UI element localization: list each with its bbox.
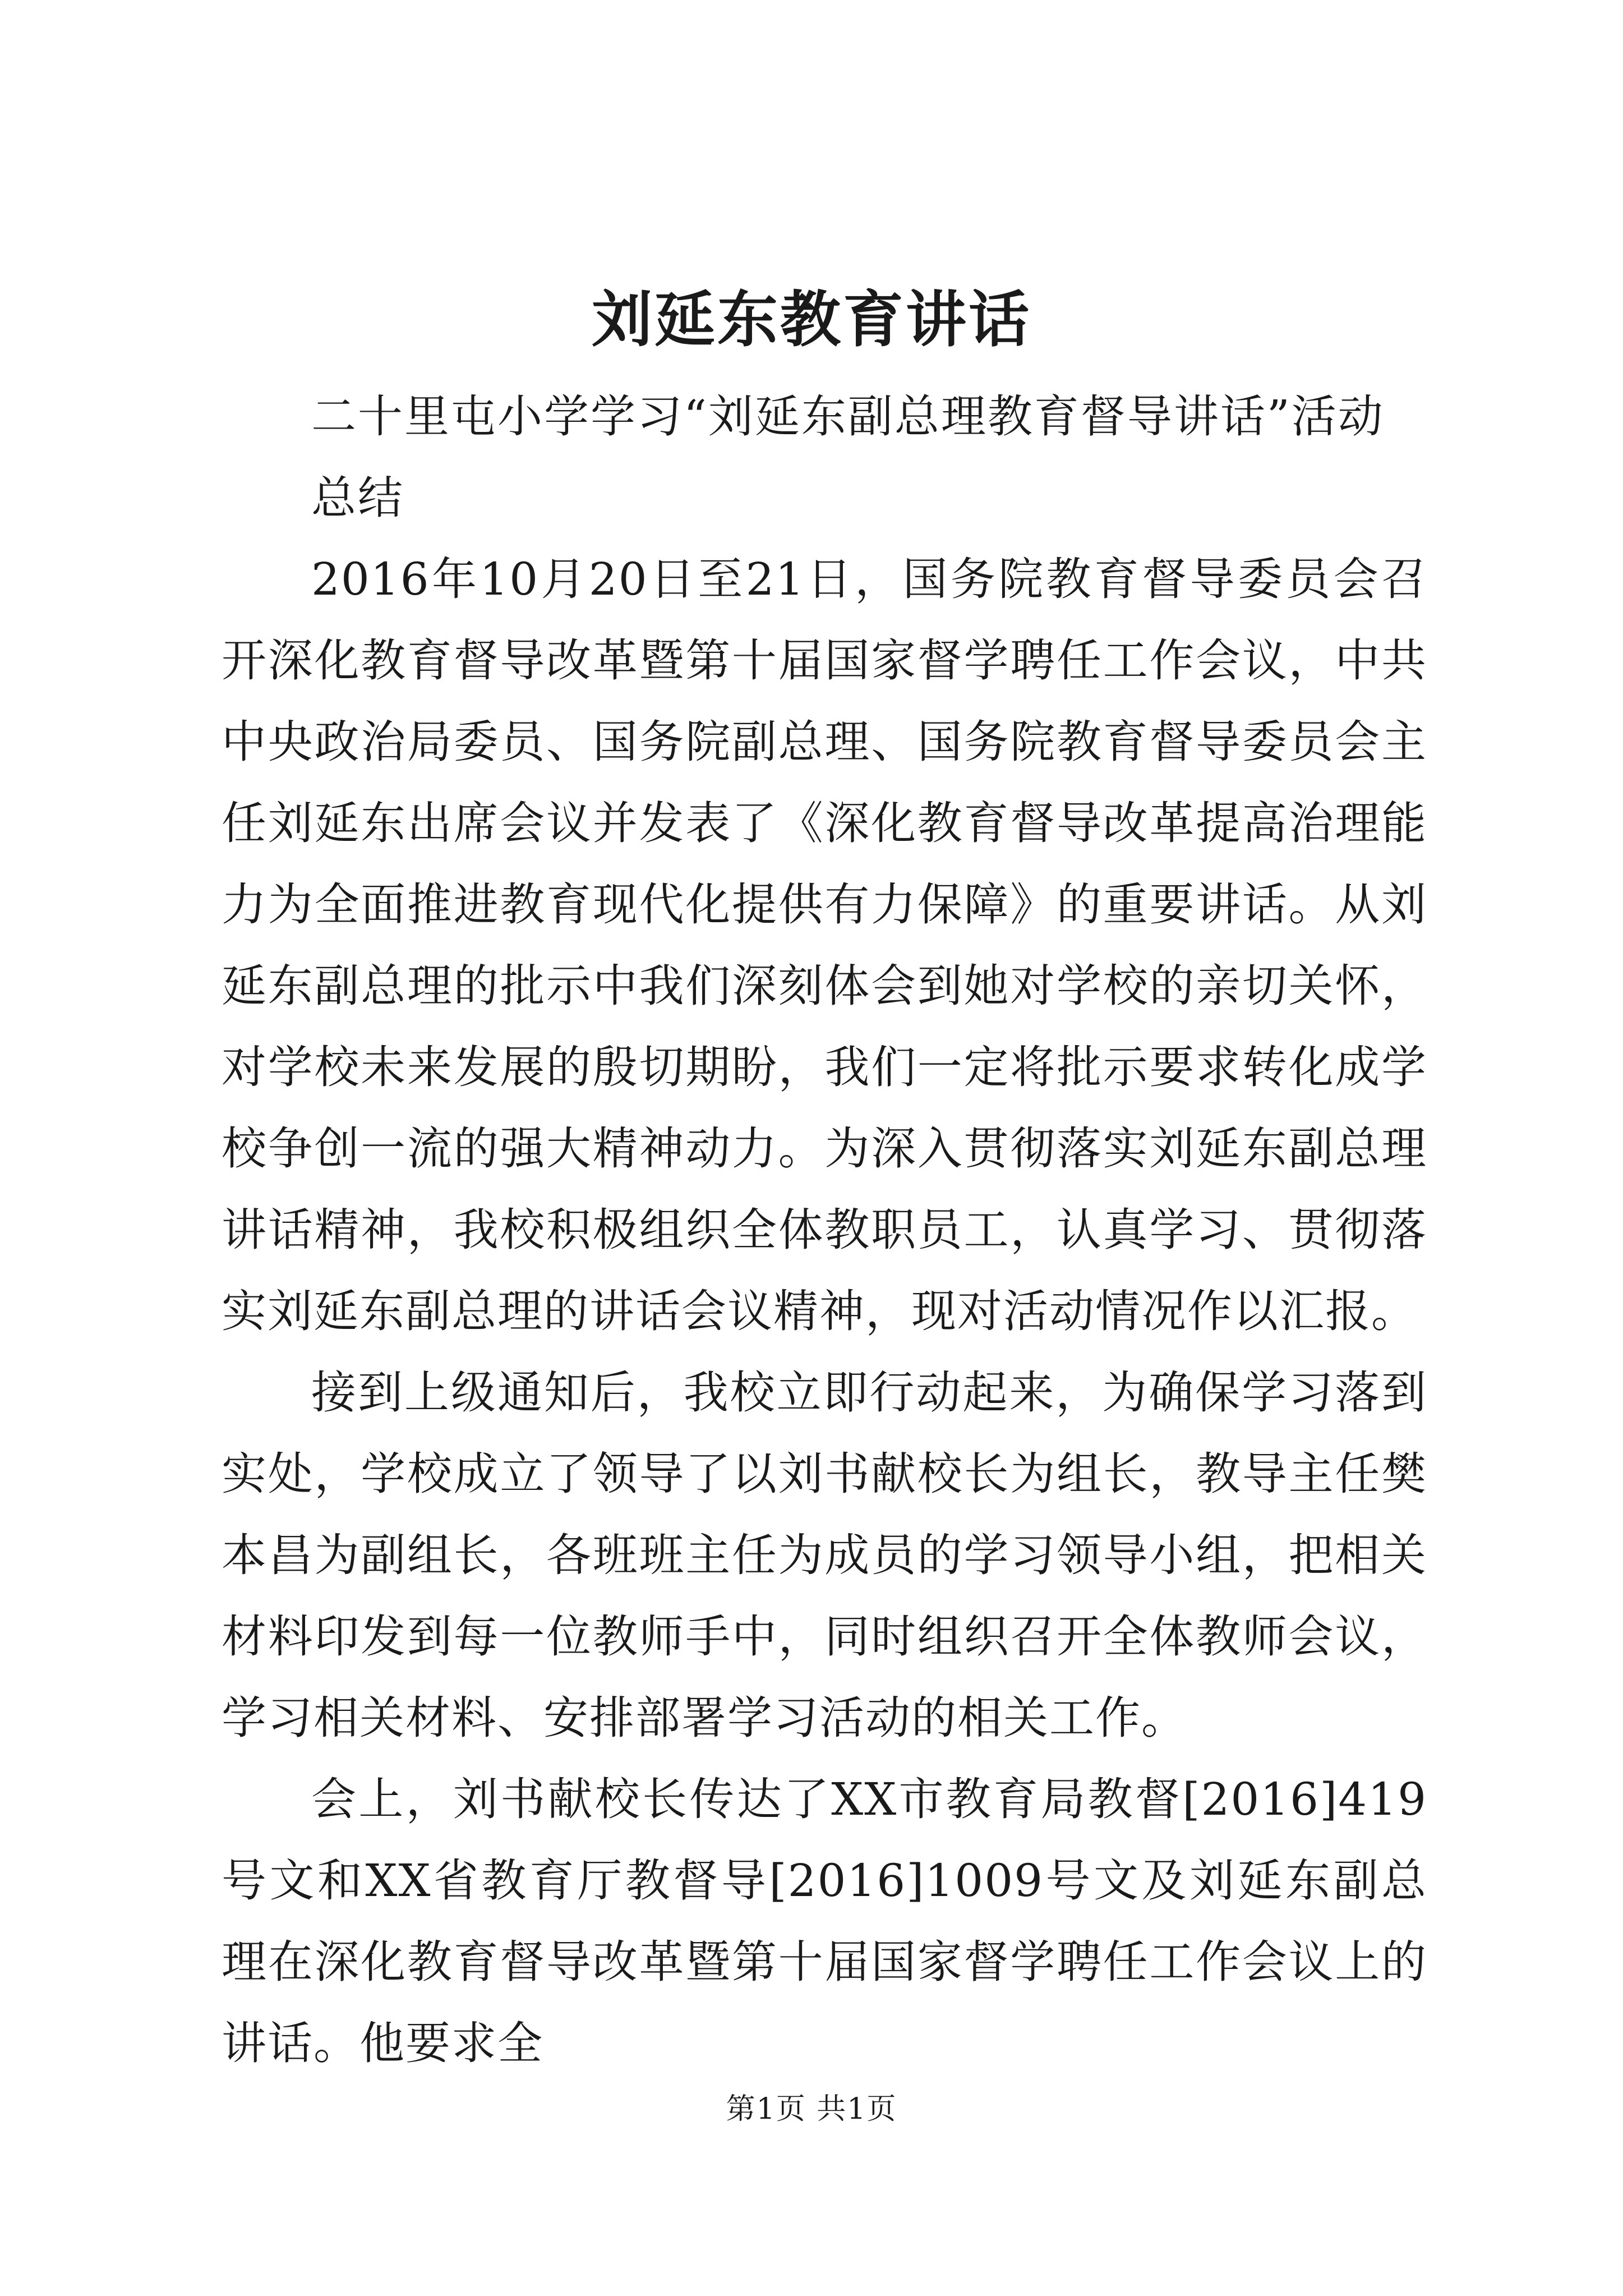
document-body: [222, 376, 1427, 2084]
paragraph: 会上，刘书献校长传达了XX市教育局教督[2016]419号文和XX省教育厅教督导[2016]1009号文及刘延东副总理在深化教育督导改革暨第十届国家督学聘任工作会议上的讲话。他要求全: [222, 1773, 1427, 2069]
document-title: 刘延东教育讲话: [591, 284, 1031, 355]
document-subtitle: 二十里屯小学学习“刘延东副总理教育督导讲话”活动总结: [311, 390, 1385, 524]
page-footer: 第1页 共1页: [726, 2092, 897, 2126]
paragraph: 2016年10月20日至21日，国务院教育督导委员会召开深化教育督导改革暨第十届国家督学聘任工作会议，中共中央政治局委员、国务院副总理、国务院教育督导委员会主任刘延东出席会议并发表了《深化教育督导改革提高治理能力为全面推进教育现代化提供有力保障》的重要讲话。从刘延东副总理的批示中我们深刻体会到她对学校的亲切关怀，对学校未来发展的殷切期盼，我们一定将批示要求转化成学校争创一流的强大精神动力。为深入贯彻落实刘延东副总理讲话精神，我校积极组织全体教职员工，认真学习、贯彻落实刘延东副总理的讲话会议精神，现对活动情况作以汇报。: [222, 553, 1427, 1337]
paragraph: 接到上级通知后，我校立即行动起来，为确保学习落到实处，学校成立了领导了以刘书献校长为组长，教导主任樊本昌为副组长，各班班主任为成员的学习领导小组，把相关材料印发到每一位教师手中，同时组织召开全体教师会议，学习相关材料、安排部署学习活动的相关工作。: [222, 1366, 1427, 1744]
